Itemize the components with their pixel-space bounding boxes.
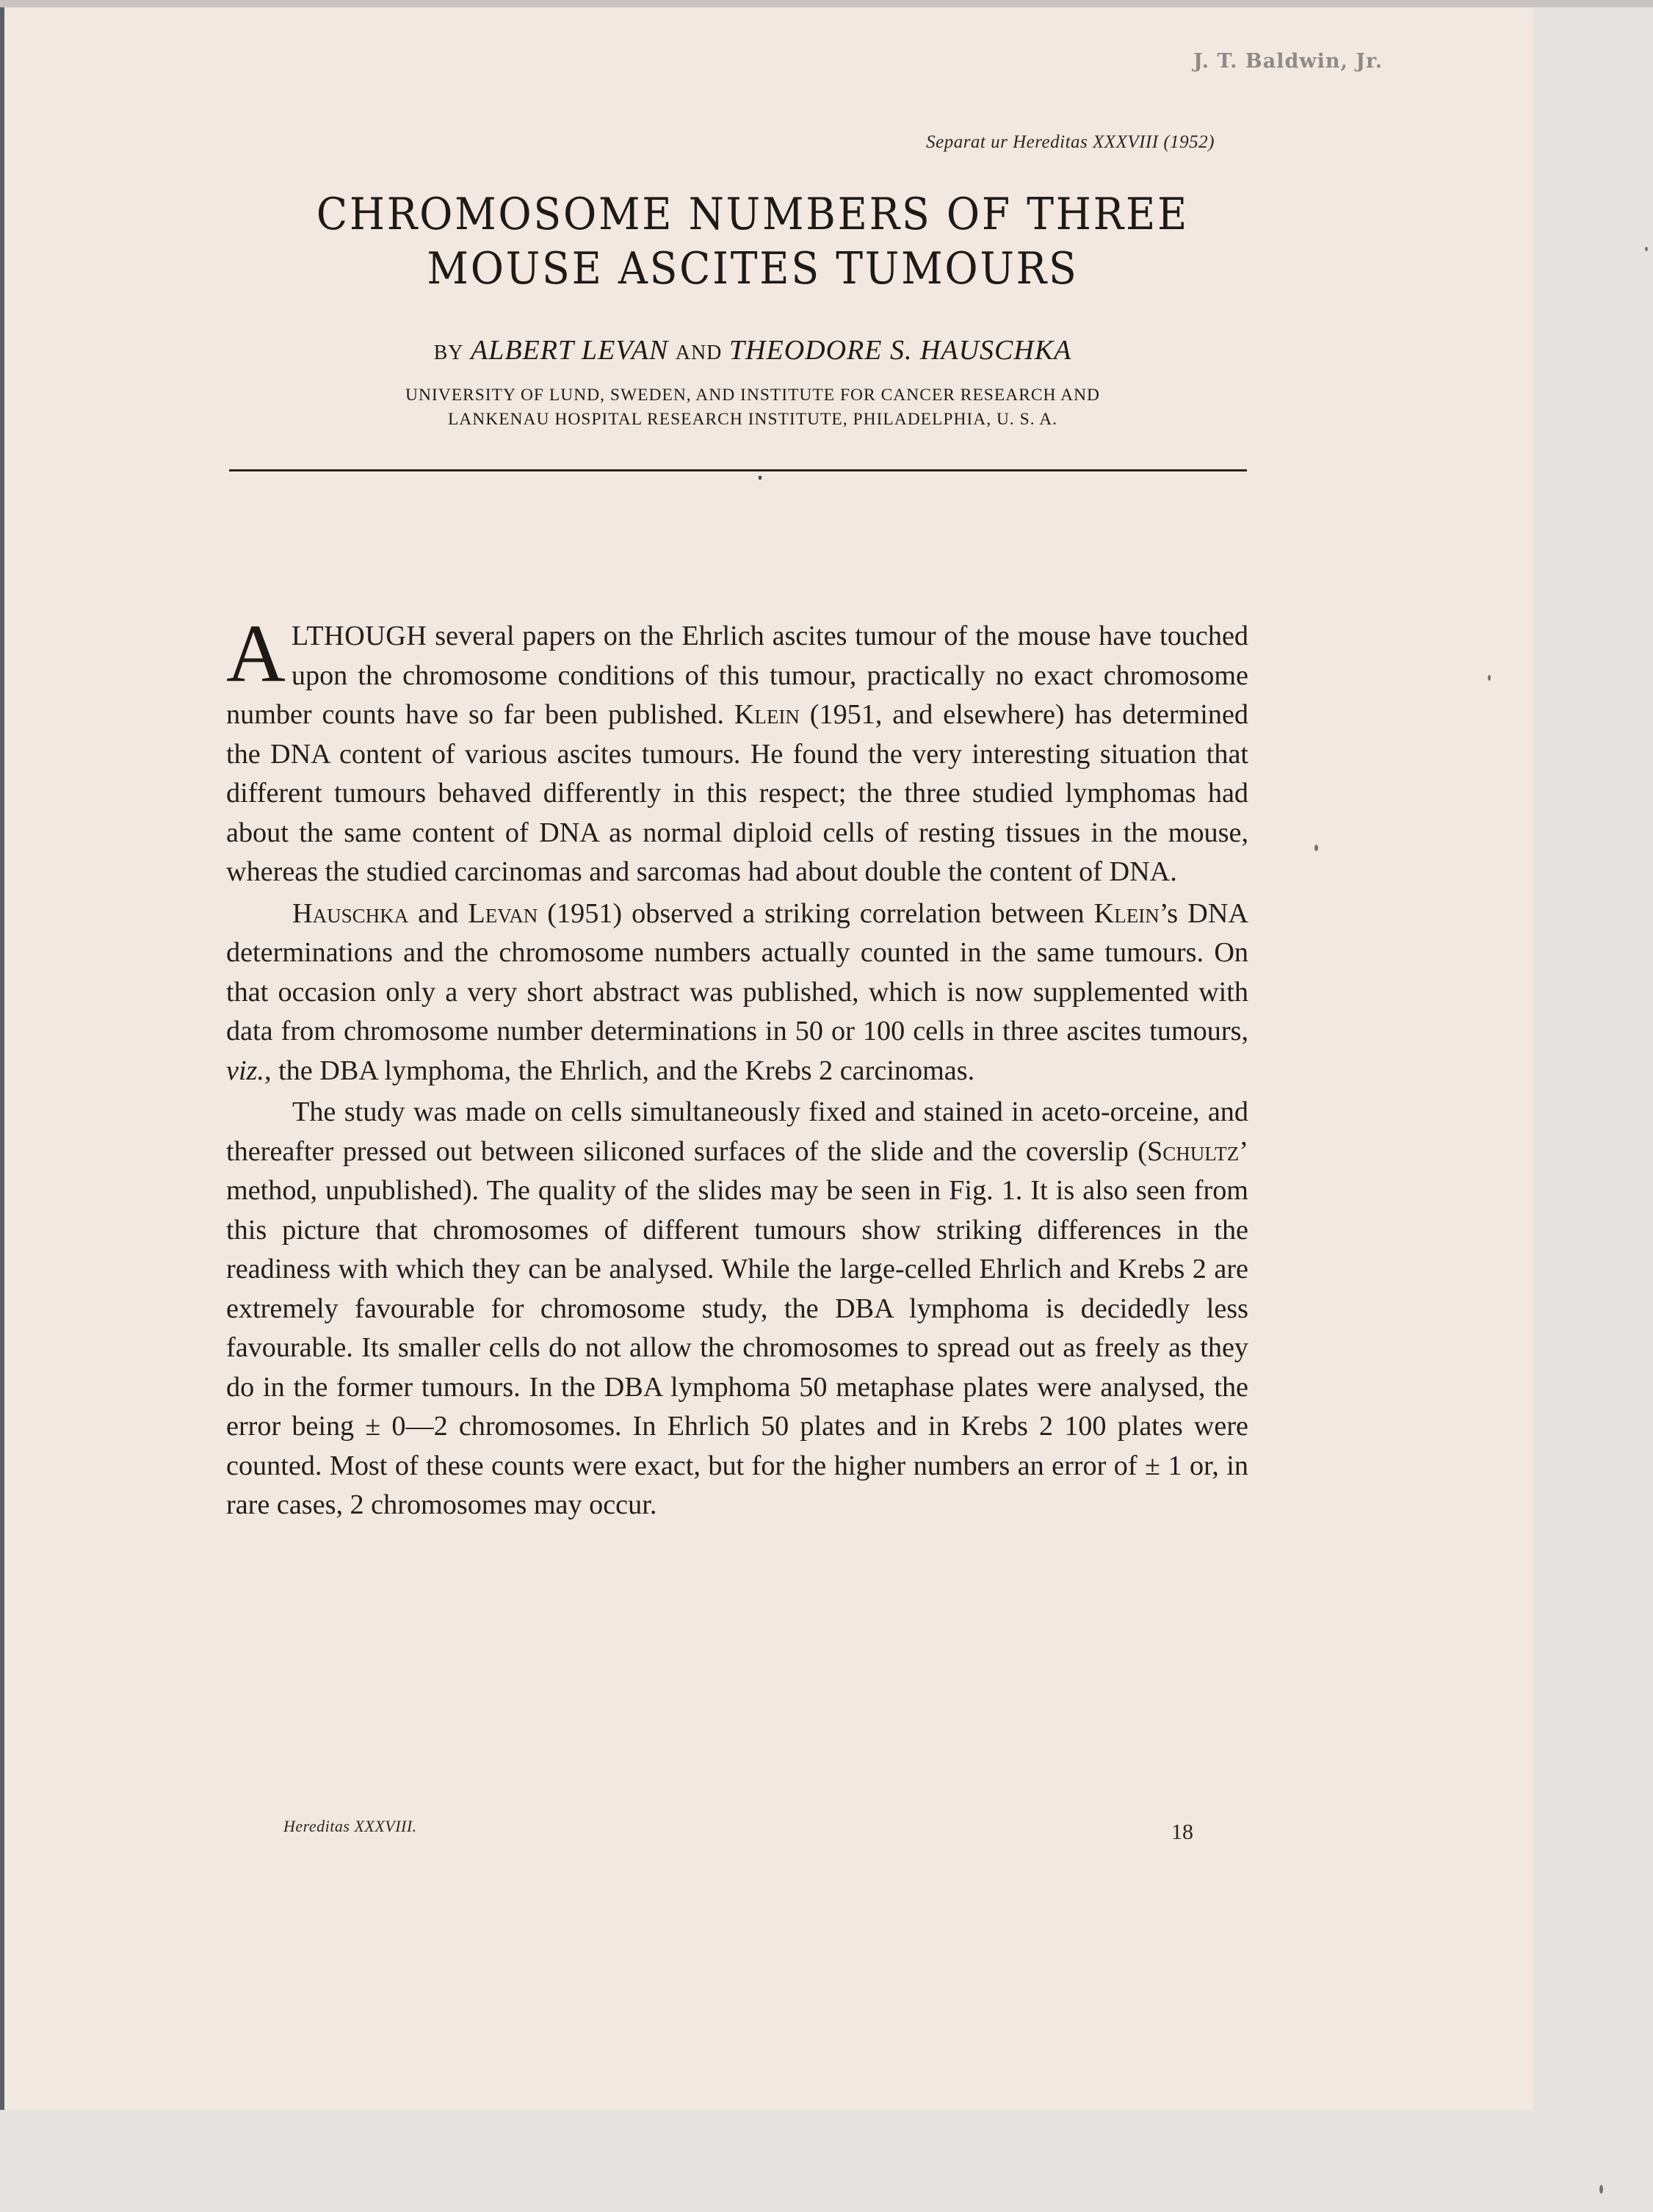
paper-speck bbox=[1599, 2185, 1603, 2194]
text-run: ’s DNA determinations and the chromosome numbers actually counted in the same tumours. On that occasion only a very short abstract was published, which is now supplemented with data from chromosome number determinations in 50 or 100 cells in three ascites tumours, bbox=[226, 897, 1248, 1047]
page-number: 18 bbox=[1171, 1820, 1193, 1844]
divider-mark bbox=[759, 476, 762, 480]
text-run: ’ method, unpublished). The quality of the slides may be seen in Fig. 1. It is also seen from this picture that chromosomes of different tumours show striking differences in the readiness with which they can be analysed. While the large-celled Ehrlich and Krebs 2 are extremely favourable for chromosome study, the DBA lymphoma is decidedly less favourable. Its smaller cells do not allow the chromosomes to spread out as freely as they do in the former tumours. In the DBA lymphoma 50 metaphase plates were analysed, the error being ± 0—2 chromosomes. In Ehrlich 50 plates and in Krebs 2 100 plates were counted. Most of these counts were exact, but for the higher numbers an error of ± 1 or, in rare cases, 2 chromosomes may occur. bbox=[226, 1135, 1248, 1520]
affiliation-line-1: UNIVERSITY OF LUND, SWEDEN, AND INSTITUTE FOR CANCER RESEARCH AND bbox=[405, 386, 1101, 405]
article-body bbox=[226, 608, 1248, 1528]
paragraph-1 bbox=[226, 608, 1248, 892]
title-line-1: CHROMOSOME NUMBERS OF THREE bbox=[316, 189, 1190, 240]
offprint-header: Separat ur Hereditas XXXVIII (1952) bbox=[926, 132, 1215, 152]
paper-speck bbox=[1645, 247, 1648, 251]
affiliation-line-2: LANKENAU HOSPITAL RESEARCH INSTITUTE, PHILADELPHIA, U. S. A. bbox=[447, 410, 1058, 429]
paper-speck bbox=[1314, 845, 1318, 851]
journal-footer: Hereditas XXXVIII. bbox=[283, 1817, 417, 1835]
text-run: (1951) observed a striking correlation between bbox=[538, 897, 1094, 929]
paragraph-3 bbox=[226, 1093, 1248, 1525]
title-divider bbox=[229, 469, 1247, 471]
title-line-2: MOUSE ASCITES TUMOURS bbox=[427, 243, 1079, 294]
text-run: (1951, and elsewhere) has determined the DNA content of various ascites tumours. He found the very interesting situation that different tumours behaved differently in this respect; the three studied lymphomas had about the same content of DNA as normal diploid cells of resting tissues in the mouse, whereas the studied carcinomas and sarcomas had about double the content of DNA. bbox=[226, 699, 1248, 887]
author-2: THEODORE S. HAUSCHKA bbox=[728, 335, 1072, 366]
author-ref-klein: Klein bbox=[1093, 897, 1160, 929]
text-run: and bbox=[408, 897, 469, 929]
byline-and: AND bbox=[675, 341, 723, 364]
owner-stamp: J. T. Baldwin, Jr. bbox=[1193, 50, 1383, 73]
viz-italic: viz. bbox=[226, 1055, 264, 1086]
article-title bbox=[263, 187, 1243, 296]
author-1: ALBERT LEVAN bbox=[471, 335, 669, 366]
text-run: , the DBA lymphoma, the Ehrlich, and the Krebs 2 carcinomas. bbox=[264, 1055, 975, 1086]
byline-by: BY bbox=[433, 341, 464, 364]
text-run: several papers on the Ehrlich ascites tumour of the mouse have touched upon the chromosome conditions of this tumour, practically no exact chromosome number counts have so far been published. bbox=[226, 621, 1248, 730]
byline bbox=[220, 334, 1285, 366]
drop-cap: A bbox=[226, 608, 286, 699]
author-ref-levan: Levan bbox=[468, 897, 538, 929]
author-ref-hauschka: Hauschka bbox=[292, 897, 409, 929]
lead-word: LTHOUGH bbox=[291, 621, 427, 651]
author-ref-schultz: Schultz bbox=[1147, 1135, 1240, 1167]
author-ref-klein: Klein bbox=[734, 699, 800, 730]
paper-speck bbox=[1488, 675, 1491, 681]
paragraph-2 bbox=[226, 894, 1248, 1091]
scanner-top-edge bbox=[0, 0, 1653, 7]
text-run: The study was made on cells simultaneously fixed and stained in aceto-orceine, and thereafter pressed out between siliconed surfaces of the slide and the coverslip ( bbox=[226, 1096, 1248, 1167]
affiliation bbox=[220, 383, 1285, 432]
